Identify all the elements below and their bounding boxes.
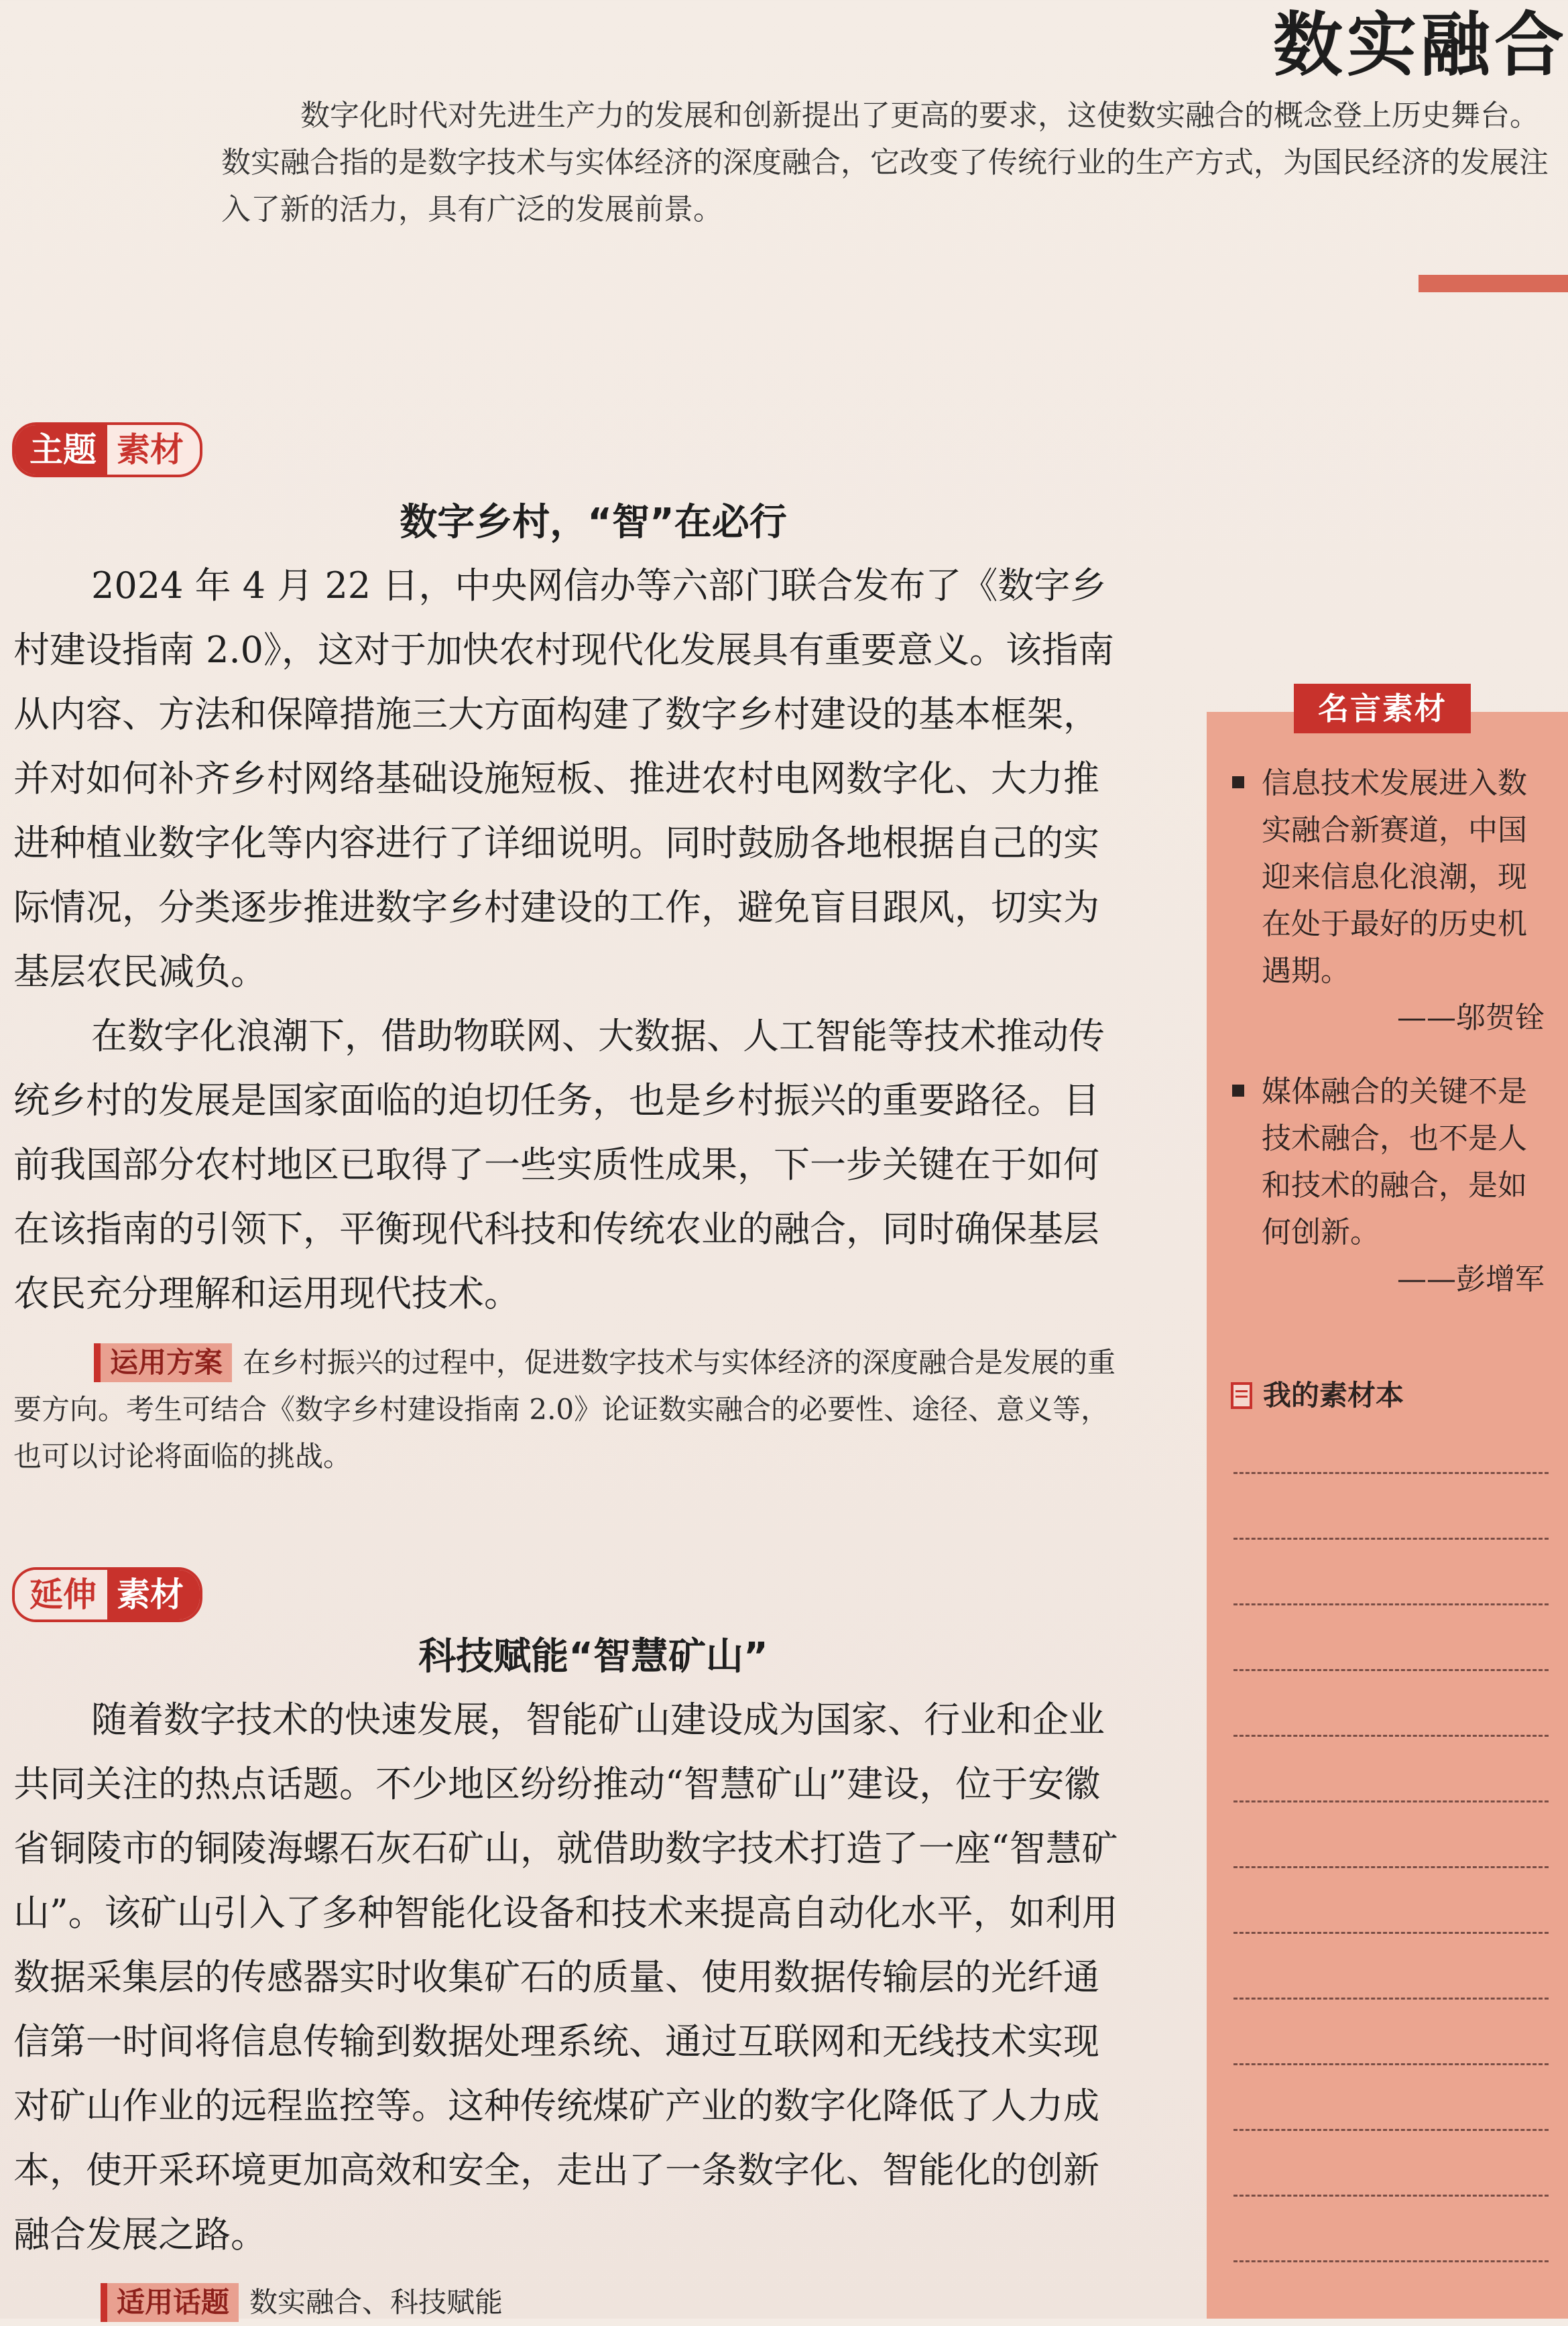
quote-item — [1232, 1068, 1554, 1303]
notebook-ruled-line — [1233, 2260, 1549, 2262]
section2-paragraph: 随着数字技术的快速发展，智能矿山建设成为国家、行业和企业共同关注的热点话题。不少地区纷纷推动“智慧矿山”建设，位于安徽省铜陵市的铜陵海螺石灰石矿山，就借助数字技术打造了一座“智慧矿山”。该矿山引入了多种智能化设备和技术来提高自动化水平，如利用数据采集层的传感器实时收集矿石的质量、使用数据传输层的光纤通信第一时间将信息传输到数据处理系统、通过互联网和无线技术实现对矿山作业的远程监控等。这种传统煤矿产业的数字化降低了人力成本，使开采环境更加高效和安全，走出了一条数字化、智能化的创新融合发展之路。 — [13, 1699, 1118, 2256]
notebook-ruled-line — [1233, 2063, 1549, 2065]
quote-text: 媒体融合的关键不是技术融合，也不是人和技术的融合，是如何创新。 — [1262, 1075, 1527, 1249]
notebook-ruled-line — [1233, 1669, 1549, 1671]
notebook-ruled-line — [1233, 2129, 1549, 2131]
extension-material-tag — [12, 1567, 202, 1622]
quote-text: 信息技术发展进入数实融合新赛道，中国迎来信息化浪潮，现在处于最好的历史机遇期。 — [1262, 766, 1527, 988]
intro-paragraph: 数字化时代对先进生产力的发展和创新提出了更高的要求，这使数实融合的概念登上历史舞台。数实融合指的是数字技术与实体经济的深度融合，它改变了传统行业的生产方式，为国民经济的发展注入了新的活力，具有广泛的发展前景。 — [221, 99, 1549, 227]
notebook-ruled-line — [1233, 1866, 1549, 1868]
notebook-ruled-line — [1233, 1603, 1549, 1605]
quote-item — [1232, 760, 1554, 1042]
quote-author: ——邬贺铨 — [1397, 1001, 1545, 1035]
quote-author: ——彭增军 — [1397, 1262, 1545, 1296]
topic-note-text: 数实融合、科技赋能 — [249, 2286, 503, 2319]
notebook-ruled-line — [1233, 1932, 1549, 1934]
bullet-icon — [1232, 1085, 1244, 1097]
application-note-label: 运用方案 — [94, 1343, 232, 1382]
notebook-ruled-line — [1233, 2195, 1549, 2197]
section2-body — [13, 1688, 1120, 2267]
notebook-heading — [1231, 1375, 1404, 1416]
notebook-icon — [1231, 1382, 1252, 1409]
application-note-text: 在乡村振兴的过程中，促进数字技术与实体经济的深度融合是发展的重要方向。考生可结合《数字乡村建设指南 2.0》论证数实融合的必要性、途径、意义等，也可以讨论将面临的挑战。 — [13, 1346, 1116, 1473]
application-note — [13, 1339, 1120, 1480]
section2-headline: 科技赋能“智慧矿山” — [418, 1635, 768, 1678]
page-title: 数实融合 — [1272, 4, 1568, 86]
quote-text-wrap — [1232, 1068, 1554, 1256]
section1-paragraph: 2024 年 4 月 22 日，中央网信办等六部门联合发布了《数字乡村建设指南 2.0》，这对于加快农村现代化发展具有重要意义。该指南从内容、方法和保障措施三大方面构建了数字乡村建设的基本框架，并对如何补齐乡村网络基础设施短板、推进农村电网数字化、大力推进种植业数字化等内容进行了详细说明。同时鼓励各地根据自己的实际情况，分类逐步推进数字乡村建设的工作，避免盲目跟风，切实为基层农民减负。 — [13, 564, 1115, 993]
bullet-icon — [1232, 776, 1244, 788]
notebook-ruled-line — [1233, 1538, 1549, 1540]
tag-label-primary: 主题 — [15, 425, 107, 475]
notebook-ruled-line — [1233, 1998, 1549, 2000]
tag-label-secondary: 素材 — [117, 430, 184, 469]
notebook-ruled-line — [1233, 1800, 1549, 1802]
header-accent-bar — [1419, 275, 1568, 292]
notebook-ruled-line — [1233, 1472, 1549, 1474]
section1-headline: 数字乡村，“智”在必行 — [400, 501, 787, 544]
notebook-label: 我的素材本 — [1263, 1379, 1404, 1412]
section1-body — [13, 554, 1120, 1326]
topic-note — [13, 2279, 1120, 2326]
topic-note-label: 适用话题 — [101, 2283, 239, 2322]
theme-material-tag — [12, 422, 202, 477]
section1-paragraph: 在数字化浪潮下，借助物联网、大数据、人工智能等技术推动传统乡村的发展是国家面临的迫切任务，也是乡村振兴的重要路径。目前我国部分农村地区已取得了一些实质性成果，下一步关键在于如何在该指南的引领下，平衡现代科技和传统农业的融合，同时确保基层农民充分理解和运用现代技术。 — [13, 1015, 1105, 1314]
quote-material-tag: 名言素材 — [1294, 684, 1471, 733]
tag-label-secondary: 素材 — [107, 1570, 200, 1619]
notebook-ruled-line — [1233, 1735, 1549, 1737]
tag-label-primary: 延伸 — [15, 1570, 107, 1619]
quote-text-wrap — [1232, 760, 1554, 995]
